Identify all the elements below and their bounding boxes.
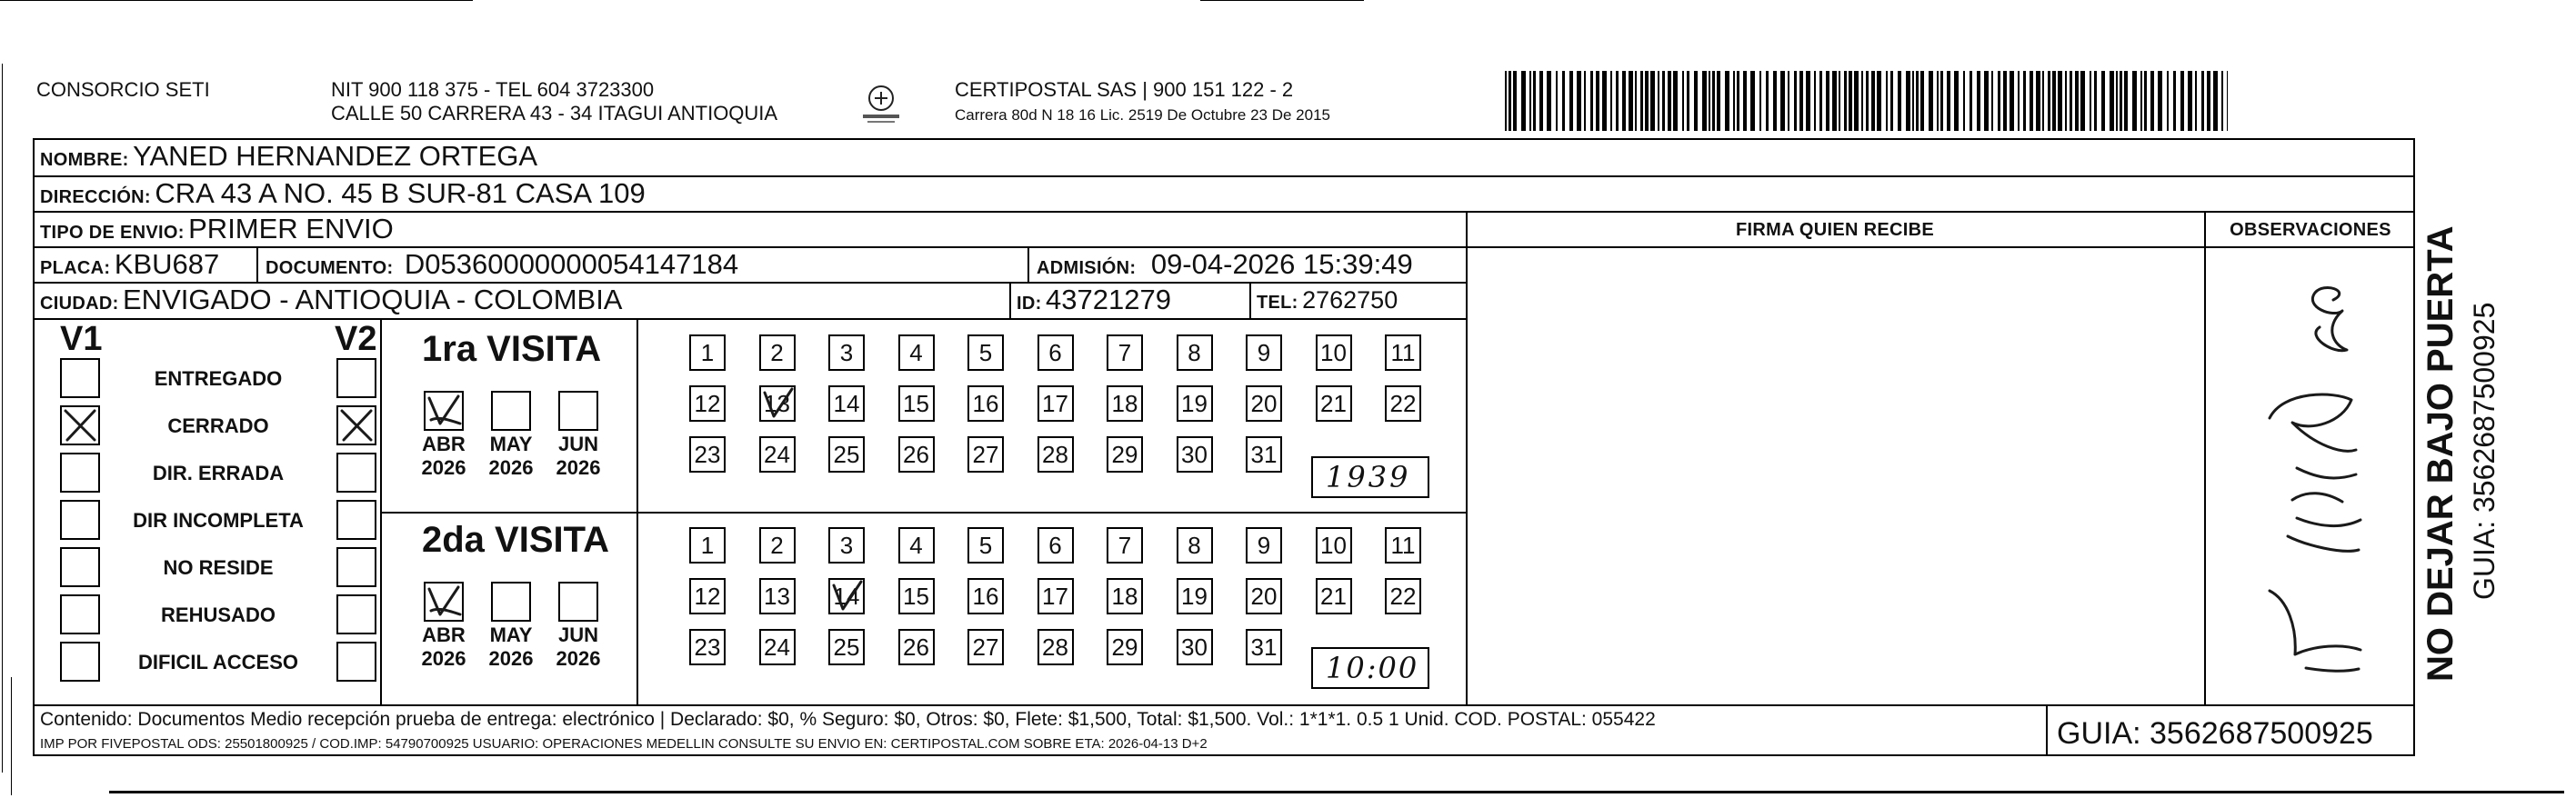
barcode-bar	[1766, 71, 1769, 131]
barcode-bar	[1712, 71, 1715, 131]
first-visit-day-box[interactable]: 30	[1177, 436, 1213, 473]
second-visit-month-name: MAY	[489, 623, 533, 646]
v2-cross-mark	[338, 407, 375, 444]
second-visit-day-box[interactable]: 15	[898, 578, 935, 614]
barcode-bar	[2036, 71, 2040, 131]
col-rule	[1027, 246, 1029, 283]
tel-label: TEL:	[1257, 293, 1298, 313]
direccion-label: DIRECCIÓN:	[40, 187, 151, 207]
second-visit-day-box[interactable]: 29	[1107, 629, 1143, 665]
second-visit-day-box[interactable]: 28	[1037, 629, 1074, 665]
left-rule	[11, 677, 12, 795]
barcode-bar	[1977, 71, 1980, 131]
second-visit-month-mark	[426, 584, 462, 620]
barcode-bar	[1991, 71, 1993, 131]
id-label: ID:	[1017, 294, 1042, 314]
barcode-bar	[1963, 71, 1965, 131]
first-visit-day-box[interactable]: 10	[1316, 334, 1352, 371]
first-visit-day-box[interactable]: 22	[1385, 385, 1421, 422]
barcode-bar	[1954, 71, 1959, 131]
barcode-bar	[2207, 71, 2210, 131]
second-visit-month-checkbox[interactable]	[558, 582, 598, 622]
barcode-bar	[1920, 71, 1924, 131]
barcode-bar	[1937, 71, 1939, 131]
second-visit-month-name: ABR	[422, 623, 466, 646]
barcode-bar	[2116, 71, 2118, 131]
provider-license: Carrera 80d N 18 16 Lic. 2519 De Octubre 23 De 2015	[955, 106, 1330, 124]
first-visit-day-box[interactable]: 24	[759, 436, 796, 473]
barcode-bar	[1826, 71, 1829, 131]
v1-cross-mark	[62, 407, 98, 444]
first-visit-day-box[interactable]: 29	[1107, 436, 1143, 473]
barcode-bar	[1629, 71, 1633, 131]
barcode-bar	[1819, 71, 1822, 131]
barcode-bar	[2042, 71, 2044, 131]
first-visit-time-box[interactable]	[1311, 456, 1429, 498]
provider-line: CERTIPOSTAL SAS | 900 151 122 - 2	[955, 78, 1294, 101]
top-rule	[0, 0, 473, 1]
first-visit-day-box[interactable]: 17	[1037, 385, 1074, 422]
barcode-bar	[1886, 71, 1888, 131]
barcode-bar	[2221, 71, 2223, 131]
barcode-bar	[1694, 71, 1698, 131]
first-visit-day-box[interactable]: 1	[689, 334, 726, 371]
first-visit-month-checkbox[interactable]	[491, 391, 531, 431]
second-visit-day-box[interactable]: 21	[1316, 578, 1352, 614]
first-visit-day-box[interactable]: 3	[828, 334, 865, 371]
col-rule	[1249, 282, 1251, 318]
top-rule	[1200, 0, 1364, 1]
first-visit-day-box[interactable]: 21	[1316, 385, 1352, 422]
barcode-bar	[1547, 71, 1551, 131]
first-visit-day-box[interactable]: 14	[828, 385, 865, 422]
barcode-bar	[1616, 71, 1619, 131]
second-visit-day-box[interactable]: 2	[759, 527, 796, 564]
tipo-value: PRIMER ENVIO	[188, 213, 394, 244]
barcode-bar	[1569, 71, 1573, 131]
barcode-bar	[2150, 71, 2154, 131]
first-visit-day-box[interactable]: 27	[967, 436, 1004, 473]
barcode-bar	[2227, 71, 2228, 131]
first-visit-month-checkbox[interactable]	[558, 391, 598, 431]
barcode-bar	[1737, 71, 1739, 131]
barcode-bar	[2140, 71, 2142, 131]
first-visit-day-box[interactable]: 16	[967, 385, 1004, 422]
barcode-bar	[1984, 71, 1989, 131]
first-visit-day-box[interactable]: 23	[689, 436, 726, 473]
barcode	[1505, 71, 2228, 131]
nit-line: NIT 900 118 375 - TEL 604 3723300	[331, 78, 655, 101]
first-visit-day-box[interactable]: 9	[1246, 334, 1282, 371]
barcode-bar	[1998, 71, 2000, 131]
second-visit-month-year: 2026	[421, 647, 466, 670]
barcode-bar	[1871, 71, 1875, 131]
first-visit-month-checkbox[interactable]	[424, 391, 464, 431]
second-visit-day-box[interactable]: 9	[1246, 527, 1282, 564]
documento-value: D05360000000054147184	[404, 248, 739, 280]
barcode-bar	[1635, 71, 1637, 131]
nombre-label: NOMBRE:	[40, 150, 129, 170]
barcode-bar	[2167, 71, 2169, 131]
visit-divider	[380, 512, 1468, 514]
barcode-bar	[2065, 71, 2067, 131]
barcode-bar	[1866, 71, 1869, 131]
footer-content: Contenido: Documentos Medio recepción prueba de entrega: electrónico | Declarado: $0, % Seguro: $0, Otros: $0, Flete: $1,500, Total: $1,500. Vol.: 1*1*1. 0.5 1 Unid. COD. POSTAL: 055422	[40, 709, 1656, 730]
first-visit-day-box[interactable]: 8	[1177, 334, 1213, 371]
documento-cell	[266, 248, 738, 286]
company-address: CALLE 50 CARRERA 43 - 34 ITAGUI ANTIOQUIA	[331, 102, 778, 125]
barcode-bar	[1806, 71, 1810, 131]
first-visit-day-box[interactable]: 12	[689, 385, 726, 422]
barcode-bar	[1743, 71, 1747, 131]
status-label: DIR INCOMPLETA	[133, 509, 304, 532]
barcode-bar	[1645, 71, 1649, 131]
placa-cell	[40, 248, 219, 286]
v1-checkbox[interactable]	[60, 547, 100, 587]
barcode-bar	[1662, 71, 1665, 131]
v2-checkbox[interactable]	[336, 405, 376, 445]
first-visit-day-box[interactable]: 18	[1107, 385, 1143, 422]
status-label: REHUSADO	[161, 603, 276, 626]
barcode-bar	[1533, 71, 1536, 131]
footer-rule	[33, 704, 2413, 706]
col-rule	[2046, 704, 2048, 754]
barcode-bar	[1916, 71, 1919, 131]
barcode-bar	[1929, 71, 1933, 131]
second-visit-day-box[interactable]: 6	[1037, 527, 1074, 564]
barcode-bar	[1906, 71, 1910, 131]
v2-checkbox[interactable]	[336, 594, 376, 634]
first-visit-day-box[interactable]: 31	[1246, 436, 1282, 473]
second-visit-day-box[interactable]: 14	[828, 578, 865, 614]
first-visit-day-box[interactable]: 4	[898, 334, 935, 371]
barcode-bar	[2058, 71, 2062, 131]
second-visit-day-mark	[828, 578, 865, 614]
barcode-bar	[1702, 71, 1707, 131]
id-value: 43721279	[1046, 284, 1171, 315]
second-visit-day-box[interactable]: 16	[967, 578, 1004, 614]
v2-label: V2	[335, 320, 377, 358]
barcode-bar	[1854, 71, 1859, 131]
barcode-bar	[1505, 71, 1507, 131]
ciudad-value: ENVIGADO - ANTIOQUIA - COLOMBIA	[123, 284, 623, 315]
direccion-row	[40, 177, 646, 215]
barcode-bar	[2010, 71, 2014, 131]
first-visit-day-box[interactable]: 13	[759, 385, 796, 422]
barcode-bar	[1622, 71, 1626, 131]
second-visit-day-box[interactable]: 26	[898, 629, 935, 665]
second-visit-month-name: JUN	[557, 623, 598, 646]
barcode-bar	[1788, 71, 1789, 131]
col-rule	[256, 246, 258, 283]
barcode-bar	[2120, 71, 2122, 131]
bottom-rule	[109, 791, 2564, 793]
second-visit-day-box[interactable]: 23	[689, 629, 726, 665]
first-visit-day-box[interactable]: 25	[828, 436, 865, 473]
barcode-bar	[1513, 71, 1517, 131]
barcode-bar	[2052, 71, 2056, 131]
status-label: DIR. ERRADA	[152, 462, 285, 484]
side-guia: GUIA: 3562687500925	[2468, 302, 2501, 600]
barcode-bar	[1556, 71, 1558, 131]
barcode-bar	[1780, 71, 1785, 131]
placa-value: KBU687	[114, 248, 220, 280]
second-visit-day-box[interactable]: 7	[1107, 527, 1143, 564]
v2-checkbox[interactable]	[336, 453, 376, 493]
barcode-bar	[1773, 71, 1777, 131]
footer-imp: IMP POR FIVEPOSTAL ODS: 25501800925 / COD.IMP: 54790700925 USUARIO: OPERACIONES MEDELLIN CONSULTE SU ENVIO EN: CERTIPOSTAL.COM SOBRE ETA: 2026-04-13 D+2	[40, 736, 1208, 752]
observaciones-header: OBSERVACIONES	[2230, 220, 2391, 240]
second-visit-month-year: 2026	[556, 647, 601, 670]
recipient-signature	[2206, 264, 2413, 700]
barcode-bar	[2080, 71, 2085, 131]
nombre-value: YANED HERNANDEZ ORTEGA	[133, 140, 538, 172]
admision-label: ADMISIÓN:	[1037, 258, 1137, 278]
barcode-bar	[2018, 71, 2020, 131]
first-visit-time: 1939	[1326, 460, 1411, 494]
barcode-bar	[1912, 71, 1914, 131]
second-visit-day-box[interactable]: 24	[759, 629, 796, 665]
barcode-bar	[1970, 71, 1972, 131]
first-visit-day-mark	[759, 385, 796, 422]
barcode-bar	[1759, 71, 1761, 131]
v2-checkbox[interactable]	[336, 642, 376, 682]
first-visit-day-box[interactable]: 6	[1037, 334, 1074, 371]
second-visit-title: 2da VISITA	[422, 520, 609, 560]
barcode-bar	[1687, 71, 1689, 131]
second-visit-day-box[interactable]: 1	[689, 527, 726, 564]
first-visit-day-box[interactable]: 15	[898, 385, 935, 422]
first-visit-day-box[interactable]: 2	[759, 334, 796, 371]
v1-checkbox[interactable]	[60, 594, 100, 634]
second-visit-time: 10:00	[1326, 651, 1419, 685]
second-visit-day-box[interactable]: 22	[1385, 578, 1421, 614]
barcode-bar	[2090, 71, 2091, 131]
barcode-bar	[1668, 71, 1671, 131]
firma-header: FIRMA QUIEN RECIBE	[1736, 220, 1934, 240]
barcode-bar	[1839, 71, 1840, 131]
tipo-label: TIPO DE ENVIO:	[40, 223, 185, 243]
col-rule	[636, 318, 638, 704]
second-visit-day-box[interactable]: 3	[828, 527, 865, 564]
second-visit-day-box[interactable]: 20	[1246, 578, 1282, 614]
first-visit-day-box[interactable]: 7	[1107, 334, 1143, 371]
barcode-bar	[2173, 71, 2176, 131]
v1-checkbox[interactable]	[60, 500, 100, 540]
barcode-bar	[1898, 71, 1901, 131]
second-visit-day-box[interactable]: 12	[689, 578, 726, 614]
second-visit-day-box[interactable]: 8	[1177, 527, 1213, 564]
barcode-bar	[1640, 71, 1643, 131]
barcode-bar	[1539, 71, 1543, 131]
first-visit-day-box[interactable]: 26	[898, 436, 935, 473]
v1-checkbox[interactable]	[60, 405, 100, 445]
barcode-bar	[2201, 71, 2204, 131]
barcode-bar	[1596, 71, 1599, 131]
barcode-bar	[1794, 71, 1797, 131]
tipo-row	[40, 213, 394, 251]
barcode-bar	[2003, 71, 2007, 131]
second-visit-time-box[interactable]	[1311, 647, 1429, 689]
tel-cell	[1257, 284, 1398, 321]
barcode-bar	[1940, 71, 1943, 131]
first-visit-month-mark	[426, 393, 462, 429]
first-visit-day-box[interactable]: 11	[1385, 334, 1421, 371]
second-visit-month-checkbox[interactable]	[491, 582, 531, 622]
second-visit-month-year: 2026	[488, 647, 534, 670]
barcode-bar	[1877, 71, 1881, 131]
barcode-bar	[2180, 71, 2184, 131]
first-visit-day-box[interactable]: 28	[1037, 436, 1074, 473]
second-visit-day-box[interactable]: 17	[1037, 578, 1074, 614]
barcode-bar	[2124, 71, 2128, 131]
barcode-bar	[1590, 71, 1593, 131]
barcode-bar	[1658, 71, 1659, 131]
v1-checkbox[interactable]	[60, 358, 100, 398]
barcode-bar	[1521, 71, 1526, 131]
barcode-bar	[2213, 71, 2218, 131]
second-visit-day-box[interactable]: 27	[967, 629, 1004, 665]
status-label: DIFICIL ACCESO	[137, 651, 298, 673]
status-label: ENTREGADO	[154, 367, 283, 390]
footer-guia: GUIA: 3562687500925	[2057, 716, 2373, 751]
id-cell	[1017, 284, 1171, 322]
barcode-bar	[2030, 71, 2033, 131]
barcode-bar	[1610, 71, 1612, 131]
status-label: CERRADO	[167, 414, 269, 437]
barcode-bar	[1725, 71, 1729, 131]
col-rule	[1009, 282, 1011, 318]
barcode-bar	[1861, 71, 1863, 131]
v1-checkbox[interactable]	[60, 453, 100, 493]
second-visit-day-box[interactable]: 30	[1177, 629, 1213, 665]
barcode-bar	[1709, 71, 1710, 131]
ciudad-cell	[40, 284, 622, 322]
v1-checkbox[interactable]	[60, 642, 100, 682]
barcode-bar	[1750, 71, 1755, 131]
col-rule	[380, 318, 382, 704]
barcode-bar	[2070, 71, 2072, 131]
v1-label: V1	[60, 320, 103, 358]
barcode-bar	[1529, 71, 1531, 131]
no-dejar-bajo-puerta: NO DEJAR BAJO PUERTA	[2421, 225, 2461, 682]
barcode-bar	[2048, 71, 2050, 131]
barcode-bar	[2132, 71, 2137, 131]
barcode-bar	[1717, 71, 1720, 131]
barcode-bar	[2101, 71, 2105, 131]
barcode-bar	[1584, 71, 1586, 131]
documento-label: DOCUMENTO:	[266, 258, 394, 278]
v2-checkbox[interactable]	[336, 358, 376, 398]
second-visit-day-box[interactable]: 18	[1107, 578, 1143, 614]
barcode-bar	[1890, 71, 1893, 131]
first-visit-month-year: 2026	[556, 456, 601, 479]
certipostal-logo-icon	[858, 82, 904, 127]
first-visit-month-name: MAY	[489, 433, 533, 455]
barcode-bar	[1509, 71, 1511, 131]
barcode-bar	[2075, 71, 2079, 131]
barcode-bar	[1832, 71, 1837, 131]
tel-value: 2762750	[1302, 286, 1398, 314]
barcode-bar	[2195, 71, 2197, 131]
company-name: CONSORCIO SETI	[36, 78, 210, 101]
barcode-bar	[2188, 71, 2192, 131]
status-label: NO RESIDE	[163, 556, 274, 579]
second-visit-day-box[interactable]: 31	[1246, 629, 1282, 665]
barcode-bar	[2023, 71, 2026, 131]
first-visit-month-year: 2026	[421, 456, 466, 479]
ciudad-label: CIUDAD:	[40, 294, 119, 314]
first-visit-day-box[interactable]: 5	[967, 334, 1004, 371]
left-rule	[2, 64, 3, 773]
placa-label: PLACA:	[40, 258, 111, 278]
barcode-bar	[2144, 71, 2147, 131]
v2-checkbox[interactable]	[336, 500, 376, 540]
second-visit-day-box[interactable]: 5	[967, 527, 1004, 564]
admision-value: 09-04-2026 15:39:49	[1150, 248, 1413, 280]
second-visit-day-box[interactable]: 11	[1385, 527, 1421, 564]
barcode-bar	[2110, 71, 2114, 131]
second-visit-day-box[interactable]: 10	[1316, 527, 1352, 564]
barcode-bar	[1650, 71, 1655, 131]
second-visit-day-box[interactable]: 4	[898, 527, 935, 564]
barcode-bar	[1562, 71, 1565, 131]
barcode-bar	[1844, 71, 1847, 131]
barcode-bar	[1733, 71, 1735, 131]
second-visit-day-box[interactable]: 25	[828, 629, 865, 665]
first-visit-day-box[interactable]: 20	[1246, 385, 1282, 422]
barcode-bar	[1577, 71, 1581, 131]
col-rule	[1466, 211, 1468, 704]
first-visit-month-name: ABR	[422, 433, 466, 455]
barcode-bar	[1799, 71, 1803, 131]
second-visit-day-box[interactable]: 13	[759, 578, 796, 614]
barcode-bar	[2094, 71, 2097, 131]
admision-cell	[1037, 248, 1413, 286]
first-visit-month-name: JUN	[557, 433, 598, 455]
nombre-row	[40, 140, 537, 178]
barcode-bar	[1673, 71, 1678, 131]
second-visit-month-checkbox[interactable]	[424, 582, 464, 622]
barcode-bar	[2158, 71, 2162, 131]
barcode-bar	[1947, 71, 1950, 131]
barcode-bar	[1849, 71, 1852, 131]
direccion-value: CRA 43 A NO. 45 B SUR-81 CASA 109	[155, 177, 646, 209]
barcode-bar	[1682, 71, 1684, 131]
first-visit-day-box[interactable]: 19	[1177, 385, 1213, 422]
barcode-bar	[1602, 71, 1607, 131]
second-visit-day-box[interactable]: 19	[1177, 578, 1213, 614]
barcode-bar	[1814, 71, 1816, 131]
first-visit-month-year: 2026	[488, 456, 534, 479]
first-visit-title: 1ra VISITA	[422, 329, 602, 369]
v2-checkbox[interactable]	[336, 547, 376, 587]
